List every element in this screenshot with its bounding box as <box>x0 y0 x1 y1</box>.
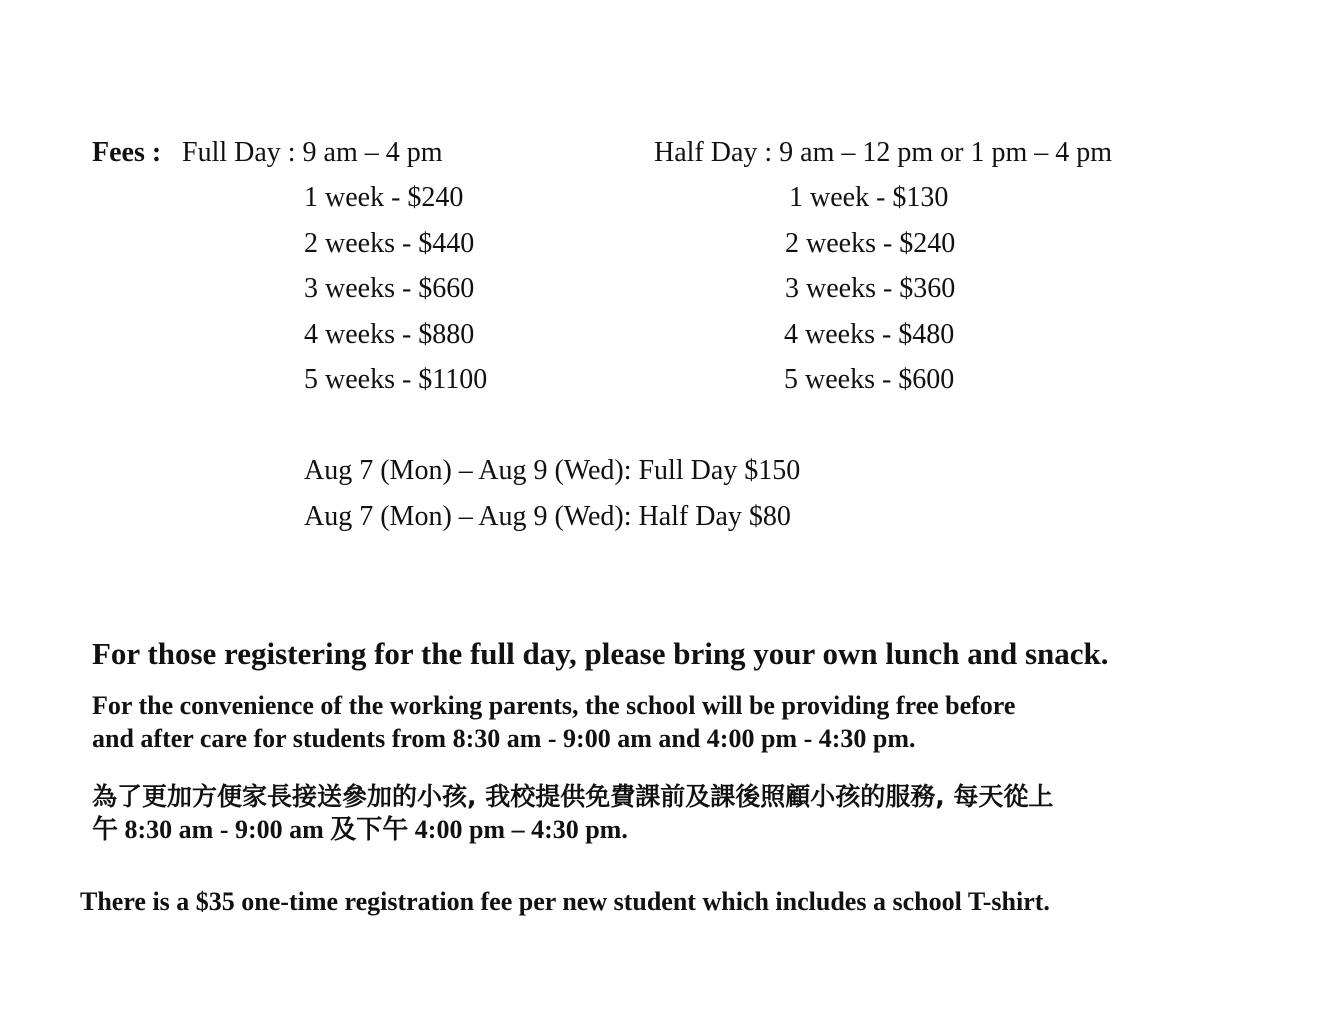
special-half-day: Aug 7 (Mon) – Aug 9 (Wed): Half Day $80 <box>304 501 791 532</box>
fees-label: Fees : <box>92 137 162 168</box>
half-day-rate-1: 1 week - $130 <box>789 182 949 213</box>
full-day-header: Full Day : 9 am – 4 pm <box>182 137 443 168</box>
chinese-note-line1: 為了更加方便家長接送參加的小孩, 我校提供免費課前及課後照顧小孩的服務, 每天從上 <box>92 782 1054 811</box>
care-note-line1: For the convenience of the working parents, the school will be providing free before <box>92 691 1016 720</box>
full-day-rate-3: 3 weeks - $660 <box>304 273 475 304</box>
full-day-rate-4: 4 weeks - $880 <box>304 319 475 350</box>
registration-fee-note: There is a $35 one-time registration fee per new student which includes a school T-shirt. <box>80 887 1050 916</box>
half-day-rate-5: 5 weeks - $600 <box>784 364 955 395</box>
full-day-rate-1: 1 week - $240 <box>304 182 464 213</box>
half-day-rate-4: 4 weeks - $480 <box>784 319 955 350</box>
care-note-line2: and after care for students from 8:30 am - 9:00 am and 4:00 pm - 4:30 pm. <box>92 724 916 753</box>
half-day-rate-3: 3 weeks - $360 <box>785 273 956 304</box>
half-day-header: Half Day : 9 am – 12 pm or 1 pm – 4 pm <box>654 137 1113 168</box>
half-day-rate-2: 2 weeks - $240 <box>785 228 956 259</box>
chinese-note-line2: 午 8:30 am - 9:00 am 及下午 4:00 pm – 4:30 pm. <box>92 815 628 844</box>
lunch-note: For those registering for the full day, please bring your own lunch and snack. <box>92 636 1109 671</box>
special-full-day: Aug 7 (Mon) – Aug 9 (Wed): Full Day $150 <box>304 455 801 486</box>
full-day-rate-5: 5 weeks - $1100 <box>304 364 488 395</box>
full-day-rate-2: 2 weeks - $440 <box>304 228 475 259</box>
